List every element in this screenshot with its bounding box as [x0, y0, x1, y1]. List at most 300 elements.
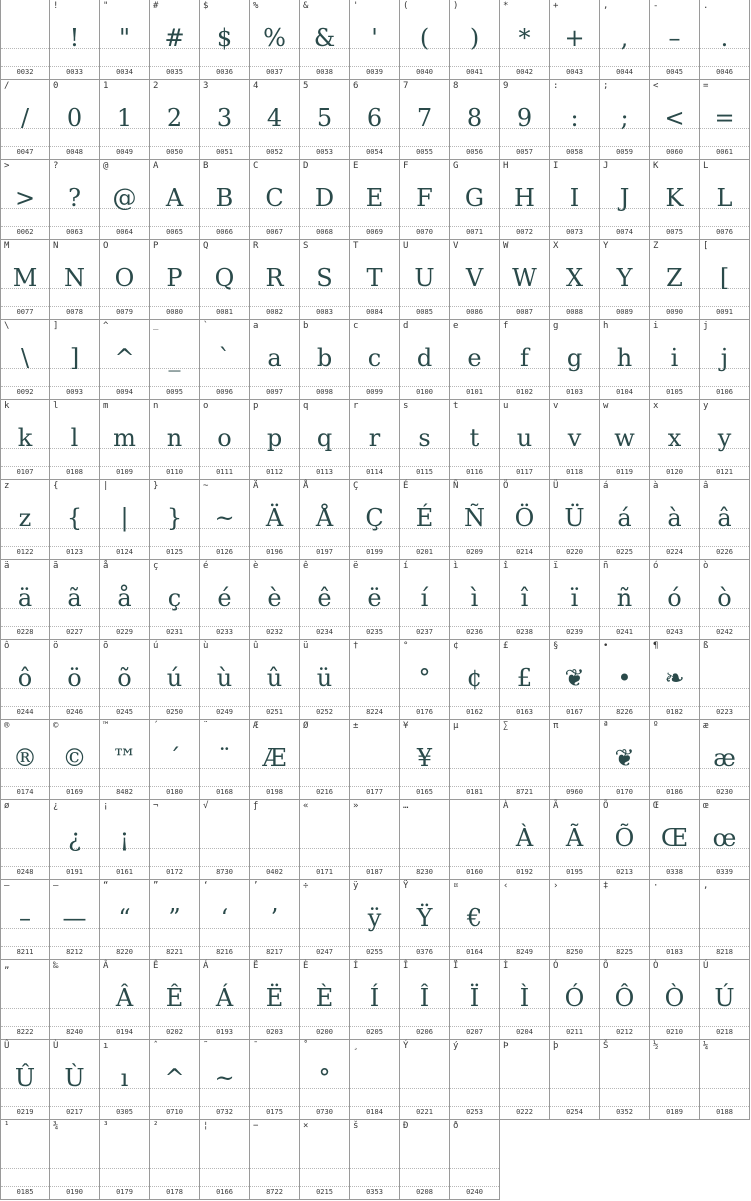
- glyph-cell: [200, 560, 250, 640]
- glyph-preview: s: [418, 424, 431, 452]
- descender-guide: [700, 786, 749, 787]
- glyph-label: √: [203, 801, 209, 811]
- glyph-preview: Ô: [614, 984, 635, 1012]
- glyph-cell: [350, 880, 400, 960]
- glyph-code: 0710: [166, 1108, 183, 1116]
- glyph-label: $: [203, 1, 209, 11]
- glyph-label: y: [703, 401, 709, 411]
- descender-guide: [100, 306, 149, 307]
- glyph-cell: [450, 1040, 500, 1120]
- descender-guide: [450, 226, 499, 227]
- descender-guide: [150, 786, 199, 787]
- glyph-preview: a: [267, 344, 282, 372]
- glyph-code: 0126: [216, 548, 233, 556]
- glyph-label: Q: [203, 241, 209, 251]
- glyph-preview: d: [416, 344, 433, 372]
- glyph-code: 0105: [666, 388, 683, 396]
- glyph-label: ó: [653, 561, 659, 571]
- glyph-preview: ñ: [616, 584, 633, 612]
- glyph-label: Ä: [253, 481, 259, 491]
- glyph-label: «: [303, 801, 309, 811]
- baseline-guide: [400, 1088, 449, 1089]
- glyph-cell: [500, 800, 550, 880]
- glyph-cell: [400, 320, 450, 400]
- baseline-guide: [450, 848, 499, 849]
- glyph-cell: [0, 0, 50, 80]
- glyph-code: 0180: [166, 788, 183, 796]
- glyph-cell: [100, 240, 150, 320]
- glyph-label: Ë: [253, 961, 259, 971]
- glyph-preview: ü: [316, 664, 333, 692]
- baseline-guide: [350, 1168, 399, 1169]
- descender-guide: [100, 546, 149, 547]
- glyph-cell: [450, 880, 500, 960]
- glyph-code: 0116: [466, 468, 483, 476]
- glyph-code: 8226: [616, 708, 633, 716]
- glyph-code: 0078: [66, 308, 83, 316]
- glyph-label: £: [503, 641, 509, 651]
- glyph-label: Ý: [403, 1041, 409, 1051]
- glyph-label: “: [103, 881, 109, 891]
- glyph-label: T: [353, 241, 359, 251]
- glyph-cell: [300, 1040, 350, 1120]
- glyph-cell: [200, 240, 250, 320]
- descender-guide: [200, 66, 249, 67]
- glyph-preview: $: [216, 24, 233, 52]
- glyph-cell: [150, 320, 200, 400]
- glyph-preview: °: [418, 664, 431, 692]
- glyph-code: 0089: [616, 308, 633, 316]
- descender-guide: [150, 466, 199, 467]
- glyph-cell: [350, 640, 400, 720]
- glyph-code: 0084: [366, 308, 383, 316]
- descender-guide: [650, 866, 699, 867]
- glyph-label: ê: [303, 561, 309, 571]
- glyph-label: Ï: [453, 961, 459, 971]
- baseline-guide: [1, 48, 49, 49]
- glyph-code: 0247: [316, 948, 333, 956]
- descender-guide: [350, 546, 399, 547]
- glyph-label: v: [553, 401, 559, 411]
- glyph-label: Î: [403, 961, 409, 971]
- glyph-label: »: [353, 801, 359, 811]
- glyph-preview: ;: [620, 104, 629, 132]
- glyph-label: ): [453, 1, 459, 11]
- glyph-label: ,: [603, 1, 609, 11]
- baseline-guide: [500, 928, 549, 929]
- glyph-preview: í: [420, 584, 429, 612]
- glyph-preview: g: [566, 344, 583, 372]
- descender-guide: [600, 386, 649, 387]
- glyph-cell: [400, 880, 450, 960]
- descender-guide: [200, 866, 249, 867]
- glyph-label: ˜: [203, 1041, 209, 1051]
- descender-guide: [400, 866, 449, 867]
- glyph-cell: [0, 480, 50, 560]
- descender-guide: [300, 706, 349, 707]
- descender-guide: [1, 706, 49, 707]
- glyph-cell: [100, 960, 150, 1040]
- glyph-code: 0169: [66, 788, 83, 796]
- glyph-code: 0251: [266, 708, 283, 716]
- glyph-label: Z: [653, 241, 659, 251]
- glyph-preview: È: [315, 984, 334, 1012]
- glyph-label: Ó: [553, 961, 559, 971]
- glyph-code: 0189: [666, 1108, 683, 1116]
- glyph-cell: [600, 800, 650, 880]
- glyph-preview: m: [113, 424, 136, 452]
- descender-guide: [400, 626, 449, 627]
- glyph-preview: œ: [712, 824, 737, 852]
- glyph-label: ô: [4, 641, 10, 651]
- glyph-cell: [50, 800, 100, 880]
- glyph-code: 0098: [316, 388, 333, 396]
- glyph-code: 0165: [416, 788, 433, 796]
- glyph-preview: ❧: [664, 664, 685, 692]
- glyph-cell: [500, 560, 550, 640]
- baseline-guide: [50, 1168, 99, 1169]
- glyph-preview: 8: [466, 104, 483, 132]
- glyph-code: 8218: [716, 948, 733, 956]
- glyph-code: 0117: [516, 468, 533, 476]
- glyph-code: 0090: [666, 308, 683, 316]
- glyph-cell: [500, 320, 550, 400]
- glyph-preview: Í: [369, 984, 380, 1012]
- descender-guide: [550, 146, 599, 147]
- glyph-code: 0062: [16, 228, 34, 236]
- glyph-code: 0376: [416, 948, 433, 956]
- glyph-code: 0191: [66, 868, 83, 876]
- glyph-preview: à: [667, 504, 682, 532]
- glyph-preview: 3: [216, 104, 233, 132]
- glyph-label: ‡: [603, 881, 609, 891]
- glyph-preview: ô: [17, 664, 33, 692]
- glyph-cell: [600, 640, 650, 720]
- descender-guide: [500, 626, 549, 627]
- glyph-cell: [350, 80, 400, 160]
- glyph-label: ì: [453, 561, 459, 571]
- glyph-preview: X: [565, 264, 584, 292]
- glyph-preview: â: [717, 504, 732, 532]
- glyph-label: µ: [453, 721, 459, 731]
- descender-guide: [550, 626, 599, 627]
- glyph-label: h: [603, 321, 609, 331]
- descender-guide: [550, 546, 599, 547]
- glyph-cell: [350, 720, 400, 800]
- glyph-cell: [0, 800, 50, 880]
- glyph-cell: [150, 240, 200, 320]
- descender-guide: [100, 1026, 149, 1027]
- descender-guide: [600, 146, 649, 147]
- glyph-code: 8730: [216, 868, 233, 876]
- glyph-label: å: [103, 561, 109, 571]
- glyph-label: ^: [103, 321, 109, 331]
- glyph-cell: [150, 960, 200, 1040]
- glyph-label: j: [703, 321, 709, 331]
- glyph-cell: [150, 0, 200, 80]
- glyph-cell: [200, 880, 250, 960]
- glyph-preview: |: [120, 504, 129, 532]
- glyph-code: 0960: [566, 788, 583, 796]
- glyph-cell: [600, 0, 650, 80]
- descender-guide: [50, 226, 99, 227]
- glyph-preview: ❦: [614, 744, 635, 772]
- glyph-code: 0249: [216, 708, 233, 716]
- glyph-code: 0052: [266, 148, 283, 156]
- descender-guide: [50, 146, 99, 147]
- glyph-label: ª: [603, 721, 609, 731]
- descender-guide: [450, 146, 499, 147]
- descender-guide: [200, 466, 249, 467]
- glyph-cell: [250, 720, 300, 800]
- descender-guide: [400, 786, 449, 787]
- glyph-preview: Ä: [265, 504, 284, 532]
- glyph-label: H: [503, 161, 509, 171]
- glyph-preview: Ì: [519, 984, 530, 1012]
- glyph-preview: \: [20, 344, 30, 372]
- descender-guide: [400, 1186, 449, 1187]
- glyph-cell: [450, 480, 500, 560]
- glyph-preview: ": [118, 24, 131, 52]
- glyph-label: Ð: [403, 1121, 409, 1131]
- glyph-label: /: [4, 81, 10, 91]
- glyph-label: A: [153, 161, 159, 171]
- glyph-label: W: [503, 241, 509, 251]
- glyph-label: –: [4, 881, 10, 891]
- glyph-label: Ç: [353, 481, 359, 491]
- descender-guide: [650, 946, 699, 947]
- glyph-preview: p: [266, 424, 283, 452]
- glyph-code: 0208: [416, 1188, 433, 1196]
- baseline-guide: [200, 1168, 249, 1169]
- glyph-label: >: [4, 161, 10, 171]
- glyph-cell: [600, 80, 650, 160]
- glyph-code: 0121: [716, 468, 733, 476]
- descender-guide: [1, 786, 49, 787]
- descender-guide: [350, 466, 399, 467]
- glyph-code: 0043: [566, 68, 583, 76]
- baseline-guide: [250, 1088, 299, 1089]
- descender-guide: [300, 226, 349, 227]
- glyph-cell: [50, 160, 100, 240]
- descender-guide: [1, 66, 49, 67]
- glyph-label: ’: [253, 881, 259, 891]
- descender-guide: [250, 706, 299, 707]
- glyph-label: u: [503, 401, 509, 411]
- glyph-code: 8217: [266, 948, 283, 956]
- glyph-label: ø: [4, 801, 10, 811]
- descender-guide: [200, 146, 249, 147]
- glyph-preview: Û: [14, 1064, 36, 1092]
- glyph-code: 0033: [66, 68, 83, 76]
- glyph-preview: “: [118, 904, 131, 932]
- glyph-preview: æ: [713, 744, 736, 772]
- glyph-label: C: [253, 161, 259, 171]
- glyph-preview: 5: [316, 104, 333, 132]
- glyph-cell: [700, 1040, 750, 1120]
- glyph-cell: [500, 1040, 550, 1120]
- glyph-label: ®: [4, 721, 10, 731]
- glyph-label: Æ: [253, 721, 259, 731]
- glyph-code: 0353: [366, 1188, 383, 1196]
- glyph-cell: [450, 960, 500, 1040]
- glyph-preview: #: [164, 24, 185, 52]
- glyph-label: ç: [153, 561, 159, 571]
- glyph-label: Y: [603, 241, 609, 251]
- descender-guide: [650, 1026, 699, 1027]
- descender-guide: [50, 866, 99, 867]
- descender-guide: [1, 1106, 49, 1107]
- glyph-cell: [150, 640, 200, 720]
- glyph-preview: 1: [116, 104, 133, 132]
- baseline-guide: [700, 928, 749, 929]
- glyph-label: l: [53, 401, 59, 411]
- glyph-code: 0234: [316, 628, 333, 636]
- glyph-cell: [250, 800, 300, 880]
- glyph-cell: [400, 480, 450, 560]
- glyph-cell: [350, 480, 400, 560]
- descender-guide: [600, 226, 649, 227]
- glyph-preview: ä: [17, 584, 33, 612]
- descender-guide: [700, 946, 749, 947]
- glyph-cell: [500, 480, 550, 560]
- descender-guide: [250, 786, 299, 787]
- glyph-cell: [350, 1120, 400, 1200]
- glyph-label: N: [53, 241, 59, 251]
- glyph-code: 0175: [266, 1108, 283, 1116]
- glyph-cell: [300, 400, 350, 480]
- glyph-code: 8230: [416, 868, 433, 876]
- glyph-preview: H: [514, 184, 535, 212]
- glyph-cell: [0, 640, 50, 720]
- glyph-code: 0220: [566, 548, 583, 556]
- descender-guide: [450, 626, 499, 627]
- glyph-code: 0243: [666, 628, 683, 636]
- descender-guide: [400, 1106, 449, 1107]
- glyph-code: 0102: [516, 388, 533, 396]
- glyph-label: (: [403, 1, 409, 11]
- glyph-preview: ò: [717, 584, 732, 612]
- glyph-preview: t: [469, 424, 480, 452]
- descender-guide: [150, 546, 199, 547]
- glyph-preview: c: [367, 344, 382, 372]
- glyph-cell: [200, 1120, 250, 1200]
- glyph-cell: [300, 800, 350, 880]
- descender-guide: [600, 466, 649, 467]
- glyph-cell: [550, 960, 600, 1040]
- descender-guide: [700, 1026, 749, 1027]
- glyph-preview: 7: [416, 104, 433, 132]
- descender-guide: [250, 66, 299, 67]
- glyph-code: 0181: [466, 788, 483, 796]
- glyph-preview: I: [569, 184, 580, 212]
- glyph-label: ¨: [203, 721, 209, 731]
- glyph-label: P: [153, 241, 159, 251]
- glyph-code: 8222: [16, 1028, 34, 1036]
- glyph-preview: q: [316, 424, 333, 452]
- glyph-code: 0196: [266, 548, 283, 556]
- descender-guide: [150, 146, 199, 147]
- descender-guide: [650, 306, 699, 307]
- glyph-preview: ~: [214, 504, 235, 532]
- glyph-cell: [450, 720, 500, 800]
- glyph-label: R: [253, 241, 259, 251]
- glyph-code: 0211: [566, 1028, 583, 1036]
- glyph-cell: [300, 160, 350, 240]
- glyph-code: 0040: [416, 68, 433, 76]
- glyph-preview: V: [465, 264, 484, 292]
- glyph-label: 0: [53, 81, 59, 91]
- glyph-label: œ: [703, 801, 709, 811]
- glyph-cell: [0, 1120, 50, 1200]
- glyph-label: ß: [703, 641, 709, 651]
- glyph-code: 0176: [416, 708, 433, 716]
- glyph-label: é: [203, 561, 209, 571]
- descender-guide: [150, 1026, 199, 1027]
- glyph-cell: [650, 160, 700, 240]
- descender-guide: [650, 466, 699, 467]
- glyph-cell: [150, 160, 200, 240]
- descender-guide: [350, 626, 399, 627]
- glyph-label: ?: [53, 161, 59, 171]
- glyph-cell: [650, 720, 700, 800]
- glyph-cell: [100, 640, 150, 720]
- glyph-code: 8250: [566, 948, 583, 956]
- baseline-guide: [650, 928, 699, 929]
- glyph-code: 0065: [166, 228, 183, 236]
- glyph-code: 0162: [466, 708, 483, 716]
- glyph-label: ¾: [53, 1121, 59, 1131]
- glyph-cell: [550, 800, 600, 880]
- descender-guide: [250, 546, 299, 547]
- glyph-cell: [650, 560, 700, 640]
- glyph-label: i: [653, 321, 659, 331]
- glyph-label: Œ: [653, 801, 659, 811]
- glyph-preview: x: [667, 424, 682, 452]
- descender-guide: [1, 866, 49, 867]
- glyph-code: 0253: [466, 1108, 483, 1116]
- descender-guide: [350, 146, 399, 147]
- glyph-preview: û: [266, 664, 283, 692]
- descender-guide: [400, 306, 449, 307]
- glyph-label: m: [103, 401, 109, 411]
- glyph-label: •: [603, 641, 609, 651]
- glyph-code: 0174: [16, 788, 34, 796]
- glyph-cell: [550, 400, 600, 480]
- glyph-preview: [: [719, 264, 730, 292]
- glyph-code: 0352: [616, 1108, 633, 1116]
- glyph-cell: [700, 400, 750, 480]
- glyph-label: |: [103, 481, 109, 491]
- glyph-code: 0096: [216, 388, 233, 396]
- glyph-cell: [50, 960, 100, 1040]
- descender-guide: [1, 546, 49, 547]
- glyph-preview: j: [720, 344, 729, 372]
- glyph-cell: [600, 1040, 650, 1120]
- descender-guide: [700, 866, 749, 867]
- glyph-code: 0240: [466, 1188, 483, 1196]
- glyph-label: Š: [603, 1041, 609, 1051]
- glyph-cell: [350, 960, 400, 1040]
- glyph-label: §: [553, 641, 559, 651]
- glyph-preview: Î: [419, 984, 430, 1012]
- descender-guide: [550, 1026, 599, 1027]
- glyph-label: ³: [103, 1121, 109, 1131]
- glyph-label: Ô: [603, 961, 609, 971]
- baseline-guide: [550, 1088, 599, 1089]
- glyph-code: 0118: [566, 468, 583, 476]
- glyph-label: ‰: [53, 961, 59, 971]
